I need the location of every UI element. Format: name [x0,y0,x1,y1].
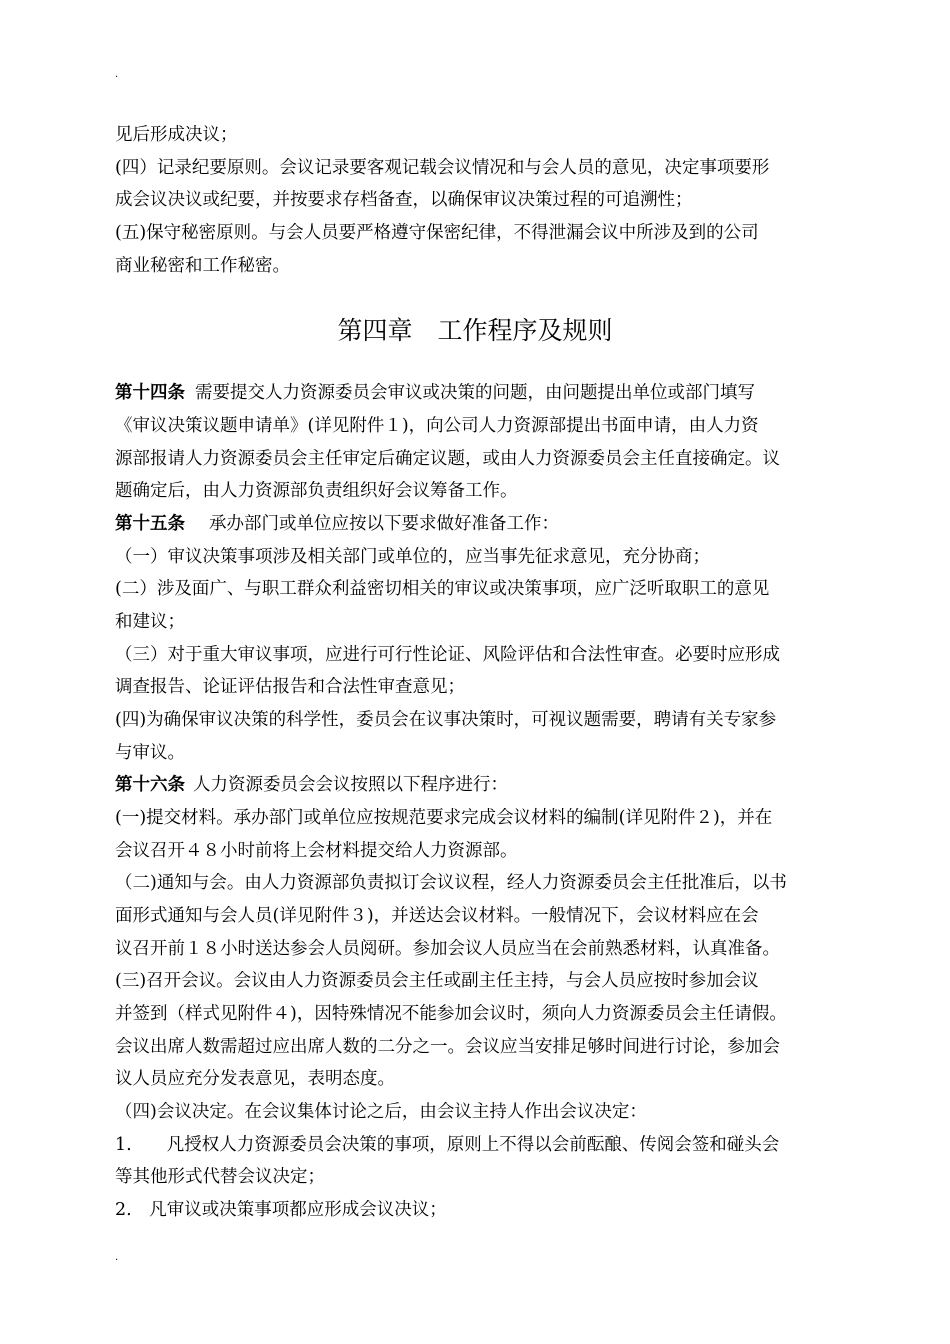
text-line: 议人员应充分发表意见，表明态度。 [115,1069,395,1089]
article-paragraph [115,512,840,536]
text-line: 承办部门或单位应按以下要求做好准备工作： [209,514,559,534]
text-line: (一)提交材料。承办部门或单位应按规范要求完成会议材料的编制(详见附件２)，并在 [115,808,773,828]
text-line: 调查报告、论证评估报告和合法性审查意见； [115,677,465,697]
article-label: 第十四条 [115,383,185,403]
text-line: 和建议； [115,612,185,632]
text-line: 等其他形式代替会议决定； [115,1167,325,1187]
text-line: （三）对于重大审议事项，应进行可行性论证、风险评估和合法性审查。必要时应形成 [115,645,780,665]
text-line: 面形式通知与会人员(详见附件３)，并送达会议材料。一般情况下，会议材料应在会 [115,906,759,926]
text-line: 需要提交人力资源委员会审议或决策的问题，由问题提出单位或部门填写 [195,383,755,403]
text-line: (五)保守秘密原则。与会人员要严格遵守保密纪律，不得泄漏会议中所涉及到的公司 [115,223,759,243]
page-footer-mark: . [115,1252,119,1263]
text-line: 2. 凡审议或决策事项都应形成会议决议； [115,1200,447,1220]
article-paragraph [115,381,840,405]
text-line: 见后形成决议； [115,125,238,145]
article-label: 第十五条 [115,514,185,534]
text-line: 议召开前１８小时送达参会人员阅研。参加会议人员应当在会前熟悉材料，认真准备。 [115,939,780,959]
text-line: （一）审议决策事项涉及相关部门或单位的，应当事先征求意见，充分协商； [115,547,710,567]
text-line: 《审议决策议题申请单》(详见附件１)，向公司人力资源部提出书面申请，由人力资 [115,416,759,436]
text-line: 1. 凡授权人力资源委员会决策的事项，原则上不得以会前酝酿、传阅会签和碰头会 [115,1135,780,1155]
text-line: (二）涉及面广、与职工群众利益密切相关的审议或决策事项，应广泛听取职工的意见 [115,579,770,599]
text-line: 人力资源委员会会议按照以下程序进行： [193,775,508,795]
text-line: （二)通知与会。由人力资源部负责拟订会议议程，经人力资源委员会主任批准后，以书 [115,873,787,893]
text-line: 成会议决议或纪要，并按要求存档备查，以确保审议决策过程的可追溯性； [115,190,693,210]
text-line: 与审议。 [115,743,185,763]
text-line: 题确定后，由人力资源部负责组织好会议筹备工作。 [115,481,518,501]
page-header-mark: . [115,69,119,80]
text-line: 会议召开４８小时前将上会材料提交给人力资源部。 [115,841,518,861]
text-line: 商业秘密和工作秘密。 [115,256,290,276]
text-line: 会议出席人数需超过应出席人数的二分之一。会议应当安排足够时间进行讨论，参加会 [115,1037,780,1057]
text-line: 并签到（样式见附件４)，因特殊情况不能参加会议时，须向人力资源委员会主任请假。 [115,1004,787,1024]
text-line: （四)会议决定。在会议集体讨论之后，由会议主持人作出会议决定： [115,1102,647,1122]
text-line: (三)召开会议。会议由人力资源委员会主任或副主任主持，与会人员应按时参加会议 [115,971,759,991]
article-label: 第十六条 [115,775,185,795]
article-paragraph [115,773,840,797]
chapter-title: 第四章 工作程序及规则 [337,316,613,345]
text-line: (四)为确保审议决策的科学性，委员会在议事决策时，可视议题需要，聘请有关专家参 [115,710,777,730]
text-line: 源部报请人力资源委员会主任审定后确定议题，或由人力资源委员会主任直接确定。议 [115,449,780,469]
text-line: (四）记录纪要原则。会议记录要客观记载会议情况和与会人员的意见，决定事项要形 [115,158,770,178]
